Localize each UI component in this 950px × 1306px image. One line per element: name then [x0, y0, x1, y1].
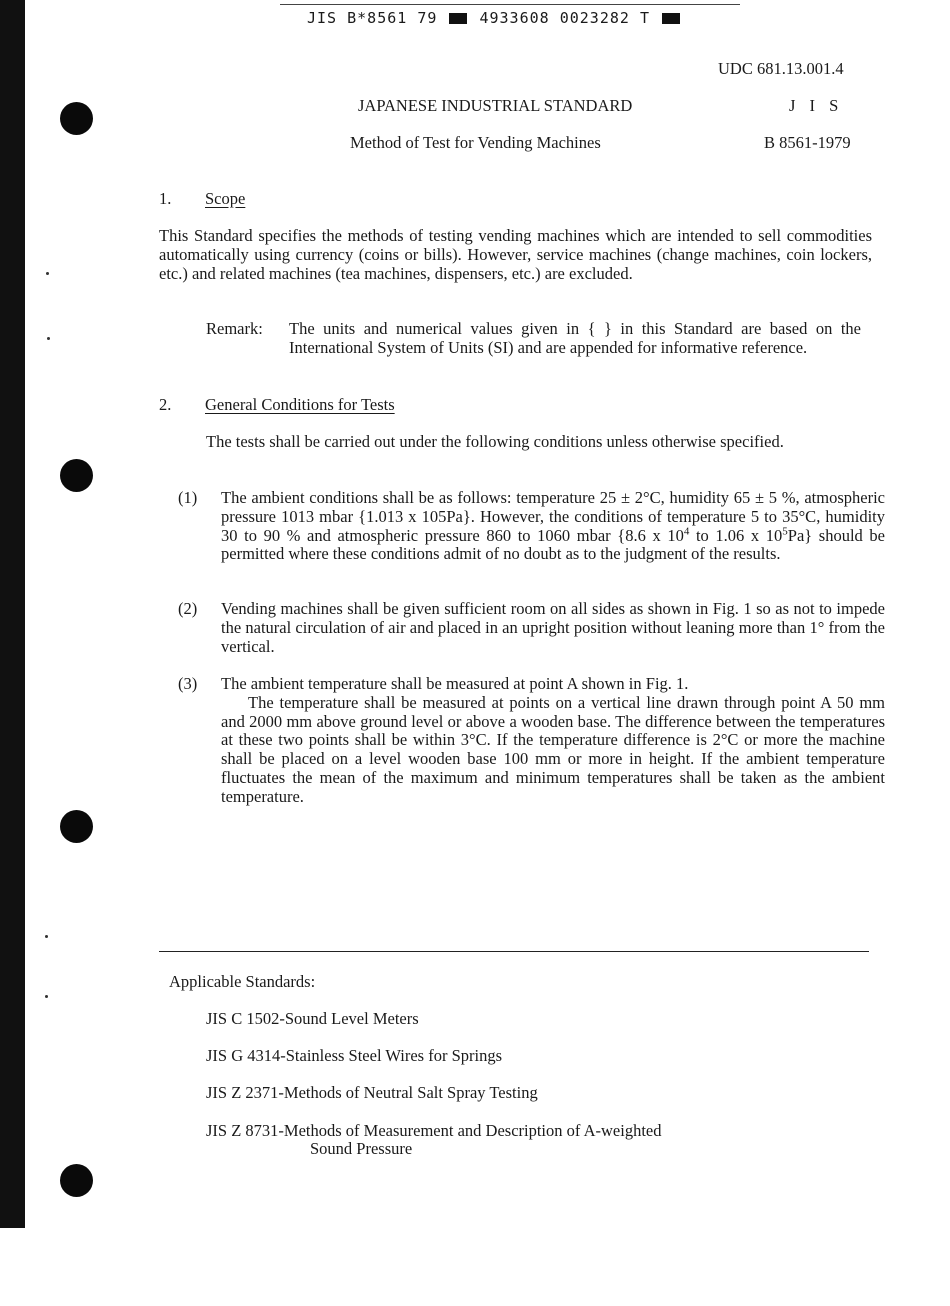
general-conditions-intro: The tests shall be carried out under the following conditions unless otherwise specified.: [206, 432, 784, 451]
item-1-text-c: Pa} should be permitted where these conditions admit of no doubt as to the judgment of the results.: [221, 525, 885, 564]
section-1-title: Scope: [205, 189, 246, 208]
header-rule: [280, 4, 740, 5]
redaction-block: [662, 13, 680, 24]
applicable-standard-item: JIS G 4314-Stainless Steel Wires for Springs: [206, 1046, 503, 1065]
header-code: [307, 9, 682, 28]
item-1-sup2: 5: [782, 525, 788, 538]
item-3-continuation: The temperature shall be measured at points on a vertical line drawn through point A 50 mm and 2000 mm above ground level or above a wooden base. The difference between the temperatures at these two points shall be within 3°C. If the temperature difference is 2°C or more the machine shall be placed on a level wooden base 100 mm or more in height. If the ambient temperature fluctuates the mean of the maximum and minimum temperatures shall be taken as the ambient temperature.: [221, 692, 885, 806]
item-1-number: (1): [178, 488, 198, 507]
item-2-number: (2): [178, 599, 198, 618]
punch-hole: [60, 102, 93, 135]
jis-label: J I S: [789, 96, 844, 115]
applicable-standards-heading: Applicable Standards:: [169, 972, 316, 991]
section-2-number: 2.: [159, 395, 172, 414]
item-3-number: (3): [178, 674, 198, 693]
method-title: Method of Test for Vending Machines: [350, 133, 601, 152]
punch-hole: [60, 810, 93, 843]
udc-number: UDC 681.13.001.4: [718, 59, 844, 78]
punch-hole: [60, 459, 93, 492]
applicable-standard-item-continuation: Sound Pressure: [310, 1139, 413, 1158]
scan-speck: [47, 337, 50, 340]
scan-edge-strip: [0, 0, 25, 1228]
scan-speck: [45, 935, 48, 938]
standard-title: JAPANESE INDUSTRIAL STANDARD: [358, 96, 633, 115]
redaction-block: [449, 13, 467, 24]
scope-paragraph: This Standard specifies the methods of testing vending machines which are intended to sell commodities automatically using currency (coins or bills). However, service machines (change machines, coin lockers, etc.) and related machines (tea machines, dispensers, etc.) are excluded.: [159, 226, 872, 283]
section-2-title: General Conditions for Tests: [205, 395, 395, 414]
header-code-part2: 4933608 0023282 T: [479, 9, 650, 27]
scan-speck: [45, 995, 48, 998]
remark-text: The units and numerical values given in { } in this Standard are based on the International System of Units (SI) and are appended for informative reference.: [289, 319, 861, 357]
item-3-text: [221, 675, 885, 807]
remark-label: Remark:: [206, 319, 263, 338]
standard-number: B 8561-1979: [764, 133, 851, 152]
item-1-text-a: The ambient conditions shall be as follows: temperature 25 ± 2°C, humidity 65 ± 5 %, atmospheric pressure 1013 mbar {1.013 x 105Pa}. However, the conditions of temperature 5 to 35°C, humidity 30 to 90 % and atmospheric pressure 860 to 1060 mbar {8.6 x 10: [221, 488, 885, 545]
footnote-rule: [159, 951, 869, 952]
item-1-sup1: 4: [683, 525, 690, 538]
item-1-text: [221, 489, 885, 564]
scan-speck: [46, 272, 49, 275]
item-1-text-b: to 1.06 x 10: [689, 525, 783, 545]
applicable-standard-item: JIS Z 2371-Methods of Neutral Salt Spray Testing: [206, 1083, 538, 1102]
applicable-standard-item: JIS Z 8731-Methods of Measurement and Description of A-weighted: [206, 1121, 662, 1140]
header-code-part1: JIS B*8561 79: [307, 9, 438, 27]
item-3-first-line: The ambient temperature shall be measured at point A shown in Fig. 1.: [221, 674, 689, 693]
item-2-text: Vending machines shall be given sufficient room on all sides as shown in Fig. 1 so as not to impede the natural circulation of air and placed in an upright position without leaning more than 1° from the vertical.: [221, 599, 885, 656]
applicable-standard-item: JIS C 1502-Sound Level Meters: [206, 1009, 419, 1028]
punch-hole: [60, 1164, 93, 1197]
section-1-number: 1.: [159, 189, 172, 208]
